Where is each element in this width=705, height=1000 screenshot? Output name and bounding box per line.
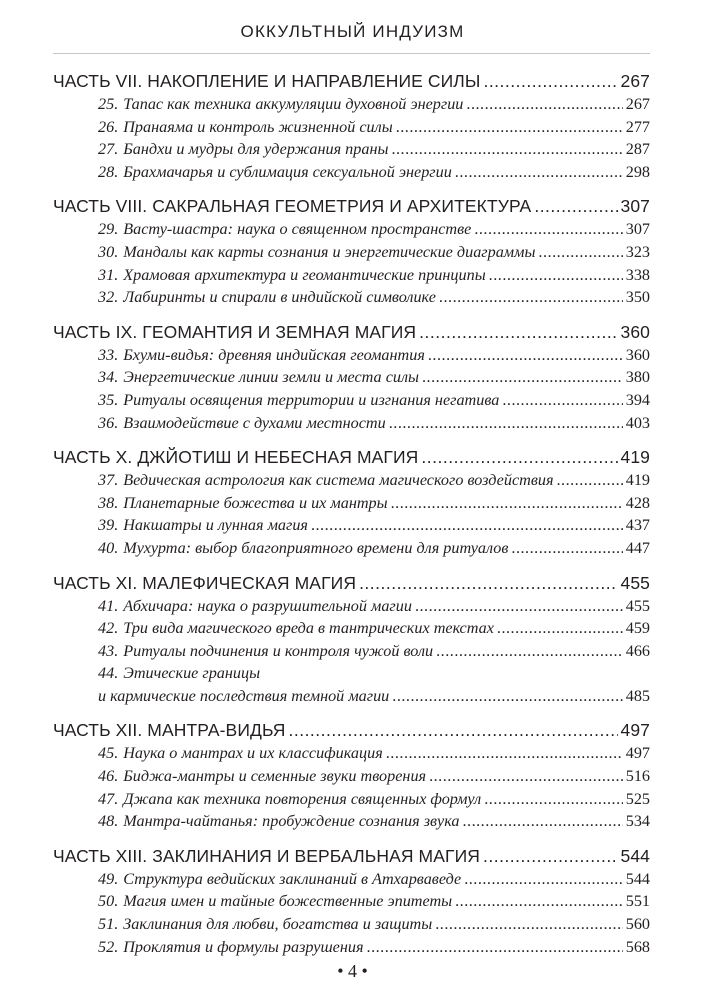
chapter-number: 45. bbox=[98, 744, 119, 763]
chapter-page-number: 298 bbox=[625, 162, 650, 181]
chapter-title: Брахмачарья и сублимация сексуальной энергии bbox=[123, 162, 452, 181]
chapter-title: Ритуалы подчинения и контроля чужой воли bbox=[123, 641, 434, 660]
chapter-number: 51. bbox=[98, 915, 119, 934]
chapter-title: Биджа-мантры и семенные звуки творения bbox=[123, 767, 427, 786]
toc-chapter-row[interactable] bbox=[53, 116, 650, 139]
dot-leader bbox=[511, 537, 622, 560]
chapter-page-number: 287 bbox=[625, 140, 650, 159]
chapter-title-continued: и кармические последствия темной магии bbox=[98, 686, 390, 705]
chapter-number: 52. bbox=[98, 937, 119, 956]
part-title: ЧАСТЬ XIII. ЗАКЛИНАНИЯ И ВЕРБАЛЬНАЯ МАГИЯ bbox=[53, 845, 480, 866]
chapter-number: 32. bbox=[98, 288, 119, 307]
header-divider bbox=[53, 53, 650, 54]
toc-part bbox=[53, 845, 650, 958]
dot-leader bbox=[483, 845, 618, 868]
dot-leader bbox=[415, 595, 623, 618]
chapter-number: 30. bbox=[98, 242, 119, 261]
toc-part-title-row[interactable] bbox=[53, 70, 650, 93]
toc-chapter-row[interactable] bbox=[53, 788, 650, 811]
chapter-number: 25. bbox=[98, 95, 119, 113]
dot-leader bbox=[538, 241, 622, 264]
toc-chapter-row[interactable] bbox=[53, 765, 650, 788]
dot-leader bbox=[359, 572, 617, 595]
chapter-number: 47. bbox=[98, 789, 119, 808]
dot-leader bbox=[421, 446, 617, 469]
chapter-page-number: 307 bbox=[625, 220, 650, 239]
part-title: ЧАСТЬ X. ДЖЙОТИШ И НЕБЕСНАЯ МАГИЯ bbox=[53, 447, 419, 468]
dot-leader bbox=[419, 321, 617, 344]
part-page-number: 455 bbox=[620, 572, 650, 593]
dot-leader bbox=[556, 469, 622, 492]
chapter-number: 41. bbox=[98, 596, 119, 615]
toc-part bbox=[53, 446, 650, 559]
chapter-number: 27. bbox=[98, 140, 119, 159]
toc-part-title-row[interactable] bbox=[53, 446, 650, 469]
chapter-number: 26. bbox=[98, 117, 119, 136]
part-page-number: 307 bbox=[620, 196, 650, 217]
part-title: ЧАСТЬ VIII. САКРАЛЬНАЯ ГЕОМЕТРИЯ И АРХИТЕКТУРА bbox=[53, 196, 532, 217]
part-title: ЧАСТЬ XI. МАЛЕФИЧЕСКАЯ МАГИЯ bbox=[53, 572, 357, 593]
chapter-title: Лабиринты и спирали в индийской символике bbox=[123, 288, 436, 307]
toc-part bbox=[53, 195, 650, 308]
toc-chapter-row[interactable] bbox=[53, 344, 650, 367]
chapter-page-number: 525 bbox=[625, 789, 650, 808]
toc-part bbox=[53, 70, 650, 183]
dot-leader bbox=[439, 286, 623, 309]
toc-chapter-row[interactable] bbox=[53, 890, 650, 913]
chapter-number: 43. bbox=[98, 641, 119, 660]
chapter-title: Бхуми-видья: древняя индийская геомантия bbox=[123, 345, 425, 364]
chapter-page-number: 419 bbox=[625, 471, 650, 490]
dot-leader bbox=[311, 514, 623, 537]
toc-part-title-row[interactable] bbox=[53, 195, 650, 218]
dot-leader bbox=[455, 890, 623, 913]
chapter-page-number: 403 bbox=[625, 413, 650, 432]
chapter-number: 37. bbox=[98, 471, 119, 490]
chapter-title: Энергетические линии земли и места силы bbox=[123, 368, 419, 387]
toc-chapter-row[interactable] bbox=[53, 469, 650, 492]
toc-part bbox=[53, 719, 650, 832]
toc-chapter-row[interactable] bbox=[53, 218, 650, 241]
table-of-contents bbox=[53, 70, 650, 970]
chapter-number: 49. bbox=[98, 869, 119, 888]
toc-chapter-row[interactable] bbox=[53, 640, 650, 663]
toc-chapter-row[interactable] bbox=[53, 595, 650, 618]
part-title: ЧАСТЬ VII. НАКОПЛЕНИЕ И НАПРАВЛЕНИЕ СИЛЫ bbox=[53, 71, 481, 91]
dot-leader bbox=[436, 640, 623, 663]
chapter-title: Планетарные божества и их мантры bbox=[123, 493, 388, 512]
toc-chapter-row[interactable] bbox=[53, 241, 650, 264]
chapter-number: 42. bbox=[98, 619, 119, 638]
chapter-page-number: 560 bbox=[625, 915, 650, 934]
toc-chapter-row[interactable] bbox=[53, 286, 650, 309]
dot-leader bbox=[497, 617, 623, 640]
toc-chapter-row[interactable] bbox=[53, 412, 650, 435]
chapter-title: Проклятия и формулы разрушения bbox=[123, 937, 364, 956]
part-page-number: 544 bbox=[620, 845, 650, 866]
chapter-page-number: 267 bbox=[625, 95, 650, 113]
part-page-number: 497 bbox=[620, 720, 650, 741]
part-page-number: 360 bbox=[620, 321, 650, 342]
chapter-title: Магия имен и тайные божественные эпитеты bbox=[123, 892, 453, 911]
chapter-title: Заклинания для любви, богатства и защиты bbox=[123, 915, 433, 934]
part-title: ЧАСТЬ IX. ГЕОМАНТИЯ И ЗЕМНАЯ МАГИЯ bbox=[53, 321, 417, 342]
dot-leader bbox=[455, 161, 623, 184]
chapter-number: 34. bbox=[98, 368, 119, 387]
chapter-page-number: 338 bbox=[625, 265, 650, 284]
toc-part bbox=[53, 572, 650, 708]
toc-chapter-row[interactable] bbox=[53, 913, 650, 936]
chapter-title: Ритуалы освящения территории и изгнания негатива bbox=[123, 390, 500, 409]
toc-chapter-row[interactable] bbox=[53, 617, 650, 640]
chapter-page-number: 455 bbox=[625, 596, 650, 615]
chapter-page-number: 447 bbox=[625, 538, 650, 557]
chapter-title: Пранаяма и контроль жизненной силы bbox=[123, 117, 393, 136]
toc-part-title-row[interactable] bbox=[53, 321, 650, 344]
chapter-page-number: 485 bbox=[625, 686, 650, 705]
chapter-title: Мухурта: выбор благоприятного времени для ритуалов bbox=[123, 538, 509, 557]
dot-leader bbox=[466, 93, 622, 116]
dot-leader bbox=[288, 719, 617, 742]
dot-leader bbox=[474, 218, 622, 241]
dot-leader bbox=[502, 389, 622, 412]
toc-part-title-row[interactable] bbox=[53, 845, 650, 868]
chapter-number: 35. bbox=[98, 390, 119, 409]
chapter-title: Ведическая астрология как система магического воздействия bbox=[123, 471, 554, 490]
chapter-number: 38. bbox=[98, 493, 119, 512]
chapter-number: 29. bbox=[98, 220, 119, 239]
chapter-number: 50. bbox=[98, 892, 119, 911]
toc-chapter-row[interactable] bbox=[53, 742, 650, 765]
page-number: • 4 • bbox=[337, 961, 368, 981]
toc-part-title-row[interactable] bbox=[53, 572, 650, 595]
chapter-page-number: 534 bbox=[625, 812, 650, 831]
dot-leader bbox=[429, 765, 623, 788]
toc-chapter-row[interactable] bbox=[53, 264, 650, 287]
chapter-title: Наука о мантрах и их классификация bbox=[123, 744, 383, 763]
toc-chapter-row[interactable] bbox=[53, 662, 650, 685]
chapter-page-number: 466 bbox=[625, 641, 650, 660]
chapter-page-number: 360 bbox=[625, 345, 650, 364]
toc-chapter-row-continued[interactable] bbox=[53, 685, 650, 708]
chapter-page-number: 428 bbox=[625, 493, 650, 512]
toc-chapter-row[interactable] bbox=[53, 366, 650, 389]
chapter-number: 31. bbox=[98, 265, 119, 284]
chapter-page-number: 323 bbox=[625, 242, 650, 261]
chapter-number: 44. bbox=[98, 664, 119, 683]
chapter-title: Структура ведийских заклинаний в Атхарваведе bbox=[123, 869, 462, 888]
chapter-page-number: 544 bbox=[625, 869, 650, 888]
dot-leader bbox=[464, 868, 623, 891]
toc-part bbox=[53, 321, 650, 434]
toc-chapter-row[interactable] bbox=[53, 389, 650, 412]
toc-chapter-row[interactable] bbox=[53, 810, 650, 833]
toc-chapter-row[interactable] bbox=[53, 138, 650, 161]
toc-part-title-row[interactable] bbox=[53, 719, 650, 742]
toc-chapter-row[interactable] bbox=[53, 93, 650, 116]
dot-leader bbox=[367, 936, 623, 959]
toc-chapter-row[interactable] bbox=[53, 161, 650, 184]
chapter-page-number: 394 bbox=[625, 390, 650, 409]
chapter-page-number: 380 bbox=[625, 368, 650, 387]
chapter-title: Мандалы как карты сознания и энергетические диаграммы bbox=[123, 242, 536, 261]
chapter-title: Взаимодействие с духами местности bbox=[123, 413, 386, 432]
dot-leader bbox=[389, 412, 623, 435]
chapter-number: 33. bbox=[98, 345, 119, 364]
chapter-number: 36. bbox=[98, 413, 119, 432]
running-header: ОККУЛЬТНЫЙ ИНДУИЗМ bbox=[240, 22, 465, 41]
dot-leader bbox=[386, 742, 623, 765]
chapter-page-number: 459 bbox=[625, 619, 650, 638]
chapter-page-number: 568 bbox=[625, 937, 650, 956]
dot-leader bbox=[422, 366, 623, 389]
part-page-number: 419 bbox=[620, 447, 650, 468]
chapter-number: 40. bbox=[98, 538, 119, 557]
chapter-page-number: 350 bbox=[625, 288, 650, 307]
chapter-title: Накшатры и лунная магия bbox=[123, 516, 308, 535]
toc-chapter-row[interactable] bbox=[53, 868, 650, 891]
chapter-title: Мантра-чайтанья: пробуждение сознания звука bbox=[123, 812, 460, 831]
chapter-number: 48. bbox=[98, 812, 119, 831]
dot-leader bbox=[392, 685, 622, 708]
chapter-title: Джапа как техника повторения священных формул bbox=[123, 789, 482, 808]
dot-leader bbox=[435, 913, 623, 936]
dot-leader bbox=[484, 788, 622, 811]
chapter-number: 39. bbox=[98, 516, 119, 535]
toc-chapter-row[interactable] bbox=[53, 492, 650, 515]
chapter-page-number: 516 bbox=[625, 767, 650, 786]
toc-chapter-row[interactable] bbox=[53, 514, 650, 537]
dot-leader bbox=[391, 492, 623, 515]
part-title: ЧАСТЬ XII. МАНТРА-ВИДЬЯ bbox=[53, 720, 286, 741]
toc-chapter-row[interactable] bbox=[53, 537, 650, 560]
chapter-number: 28. bbox=[98, 162, 119, 181]
chapter-title: Бандхи и мудры для удержания праны bbox=[123, 140, 389, 159]
part-page-number: 267 bbox=[620, 71, 650, 91]
dot-leader bbox=[489, 264, 623, 287]
dot-leader bbox=[428, 344, 623, 367]
dot-leader bbox=[462, 810, 622, 833]
chapter-title: Абхичара: наука о разрушительной магии bbox=[123, 596, 412, 615]
chapter-title: Три вида магического вреда в тантрических текстах bbox=[123, 619, 494, 638]
dot-leader bbox=[396, 116, 623, 139]
chapter-page-number: 551 bbox=[625, 892, 650, 911]
chapter-title: Тапас как техника аккумуляции духовной энергии bbox=[123, 95, 464, 113]
dot-leader bbox=[483, 70, 617, 93]
chapter-number: 46. bbox=[98, 767, 119, 786]
chapter-title: Васту-шастра: наука о священном пространстве bbox=[123, 220, 472, 239]
chapter-page-number: 497 bbox=[625, 744, 650, 763]
dot-leader bbox=[391, 138, 622, 161]
chapter-title: Этические границы bbox=[123, 664, 261, 683]
chapter-page-number: 277 bbox=[625, 117, 650, 136]
dot-leader bbox=[534, 195, 617, 218]
chapter-title: Храмовая архитектура и геомантические принципы bbox=[123, 265, 486, 284]
chapter-page-number: 437 bbox=[625, 516, 650, 535]
toc-chapter-row[interactable] bbox=[53, 936, 650, 959]
